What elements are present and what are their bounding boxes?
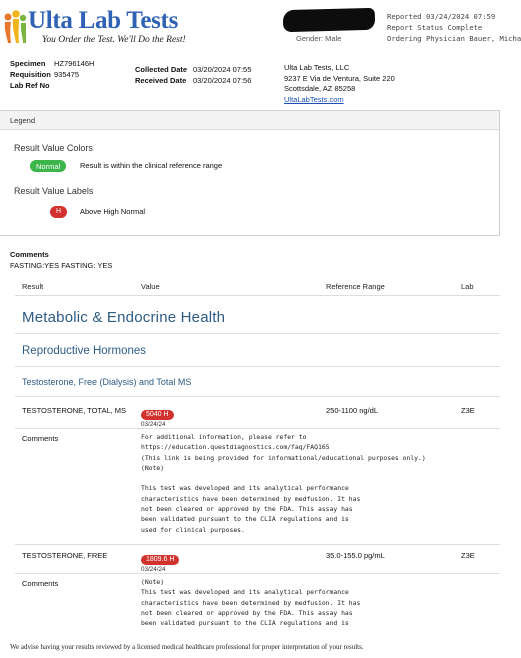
reference-range-total: 250-1100 ng/dL — [326, 406, 378, 415]
logo-tagline: You Order the Test. We'll Do the Rest! — [42, 35, 186, 45]
legend-panel — [0, 110, 500, 236]
comments-label: Comments — [22, 434, 59, 443]
divider — [15, 366, 500, 367]
result-date: 03/24/24 — [141, 421, 166, 428]
lab-code-free: Z3E — [461, 551, 475, 560]
report-status: Report Status Complete — [387, 23, 483, 32]
specimen-label: Specimen — [10, 59, 46, 68]
test-name-free: TESTOSTERONE, FREE — [22, 551, 108, 560]
high-badge: H — [50, 206, 67, 218]
footer-disclaimer: We advise having your results reviewed by a licensed medical healthcare professional for proper interpretation of your results. — [10, 643, 364, 651]
comments-label: Comments — [22, 579, 59, 588]
col-header-value: Value — [141, 282, 160, 291]
legend-title: Legend — [0, 111, 499, 130]
divider — [15, 428, 500, 429]
test-name-total: TESTOSTERONE, TOTAL, MS — [22, 406, 127, 415]
divider — [15, 544, 500, 545]
requisition-label: Requisition — [10, 70, 51, 79]
requisition-value: 935475 — [54, 70, 80, 79]
reference-range-free: 35.0-155.0 pg/mL — [326, 551, 385, 560]
family-logo-icon — [2, 10, 28, 44]
lab-address-line1: 9237 E Via de Ventura, Suite 220 — [284, 73, 395, 83]
lab-code-total: Z3E — [461, 406, 475, 415]
result-value-total — [141, 403, 174, 428]
normal-badge: Normal — [30, 160, 66, 172]
subcategory-title: Reproductive Hormones — [22, 345, 147, 357]
lab-website-link[interactable]: UltaLabTests.com — [284, 94, 344, 104]
col-header-lab: Lab — [461, 282, 474, 291]
result-value-free — [141, 548, 179, 573]
high-description: Above High Normal — [80, 207, 146, 216]
divider — [15, 295, 500, 296]
result-value-colors-title: Result Value Colors — [14, 143, 93, 153]
report-info — [387, 11, 521, 44]
category-title: Metabolic & Endocrine Health — [22, 309, 226, 326]
lab-ref-label: Lab Ref No — [10, 81, 50, 90]
test-comment-free: (Note) This test was developed and its analytical performance characteristics have been determined by medfusion. It has not been cleared or approved by the FDA. This assay has been validated pursuant to the CLIA regulations and is — [141, 578, 361, 628]
lab-address — [284, 63, 395, 105]
divider — [15, 333, 500, 334]
panel-title: Testosterone, Free (Dialysis) and Total MS — [22, 377, 192, 387]
collected-value: 03/20/2024 07:55 — [193, 65, 252, 74]
reported-date: Reported 03/24/2024 07:59 — [387, 12, 496, 21]
ulta-logo — [2, 8, 202, 48]
redacted-patient-name — [283, 8, 376, 32]
received-label: Received Date — [135, 76, 187, 85]
lab-name: Ulta Lab Tests, LLC — [284, 63, 350, 72]
collected-label: Collected Date — [135, 65, 188, 74]
test-comment-total: For additional information, please refer to https://education.questdiagnostics.com/faq/FAQ165 (This link is being provided for informational/educational purposes only.) (Note) This test was developed and its analytical performance characteristics have been determined by medfusion. It has not been cleared or approved by the FDA. This assay has been validated pursuant to the CLIA regulations and is used for clinical purposes. — [141, 433, 426, 534]
result-date: 03/24/24 — [141, 566, 166, 573]
received-value: 03/20/2024 07:56 — [193, 76, 252, 85]
patient-gender: Gender: Male — [296, 34, 342, 43]
specimen-info — [10, 58, 94, 91]
result-value-labels-title: Result Value Labels — [14, 186, 94, 196]
high-value-badge: 1809.6 H — [141, 555, 179, 565]
lab-address-line2: Scottsdale, AZ 85258 — [284, 84, 356, 93]
high-value-badge: 5040 H — [141, 410, 174, 420]
col-header-result: Result — [22, 282, 44, 291]
specimen-value: HZ796146H — [54, 59, 95, 68]
normal-description: Result is within the clinical reference range — [80, 161, 223, 170]
divider — [15, 396, 500, 397]
divider — [15, 573, 500, 574]
comments-text: FASTING:YES FASTING: YES — [10, 261, 113, 270]
col-header-reference: Reference Range — [326, 282, 385, 291]
collection-dates — [135, 64, 251, 86]
ordering-physician: Ordering Physician Bauer, Micha — [387, 34, 521, 43]
logo-title: Ulta Lab Tests — [28, 7, 179, 34]
comments-title: Comments — [10, 250, 49, 259]
